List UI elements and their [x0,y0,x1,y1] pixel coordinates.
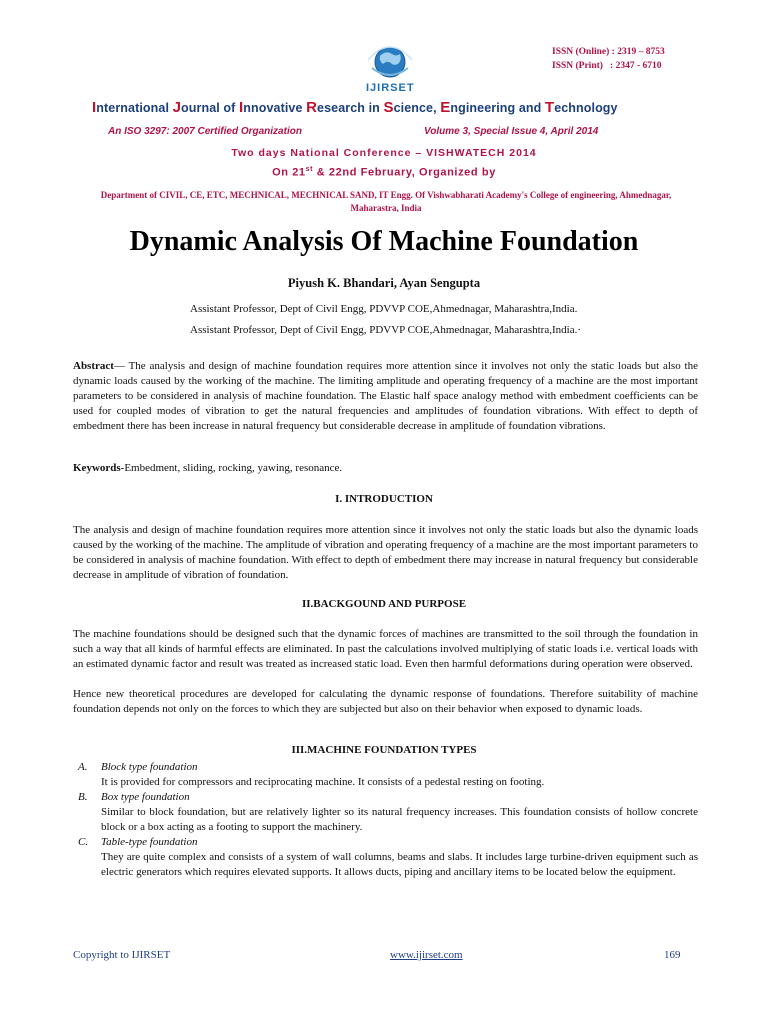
date-pre: On 21 [272,166,306,179]
iso-certification: An ISO 3297: 2007 Certified Organization [108,126,302,137]
issn-online: ISSN (Online) : 2319 – 8753 [552,47,665,57]
journal-title-cap: R [306,99,318,116]
section-heading-background: II.BACKGOUND AND PURPOSE [301,598,467,610]
affiliation-2: Assistant Professor, Dept of Civil Engg, PDVVP COE,Ahmednagar, Maharashtra,India.· [190,324,581,336]
journal-title-rest: nternational [96,101,173,115]
background-paragraph-2: Hence new theoretical procedures are developed for calculating the dynamic response of foundations. Therefore suitability of machine foundation depends not only on the forces to which they are subjected but also on their behavior when exposed to dynamic loads. [73,688,698,715]
journal-title-rest: esearch in [317,101,384,115]
list-item [73,790,698,835]
list-item-letter: C. [78,836,89,848]
date-sup: st [305,166,314,173]
issn-print: ISSN (Print) : 2347 - 6710 [552,61,662,71]
paper-authors: Piyush K. Bhandari, Ayan Sengupta [287,276,481,290]
introduction-paragraph: The analysis and design of machine foundation requires more attention since it involves not only the static loads but also the dynamic loads caused by the working of the machine. The amplitude of vibration and operating frequency of a machine are the most important parameters to be considered in analysis of machine foundation. With effect to depth of embedment there may increase in natural frequency but considerable decrease in amplitude of vibration of foundation. [73,524,698,581]
date-post: & 22nd February, Organized by [313,166,496,179]
journal-title-cap: J [172,99,182,116]
conference-name: Two days National Conference – VISHWATECH 2014 [231,147,537,159]
journal-title-cap: I [239,99,244,116]
journal-title-rest: cience, [393,101,441,115]
section-heading-introduction: I. INTRODUCTION [335,493,433,505]
conference-date [0,166,768,179]
list-item-letter: B. [78,791,88,803]
keywords-text: -Embedment, sliding, rocking, yawing, resonance. [120,462,343,474]
logo-text: IJIRSET [366,82,415,94]
background-paragraph-1: The machine foundations should be designed such that the dynamic forces of machines are transmitted to the soil through the foundation in such a way that all kinds of harmful effects are eliminated. In past the calculations involved multiplying of static loads i.e. vertical loads with an estimated dynamic factor and result was treated as increased static load. Even then harmful deformations during operation were observed. [73,628,698,670]
affiliation-1: Assistant Professor, Dept of Civil Engg, PDVVP COE,Ahmednagar, Maharashtra,India. [190,303,578,315]
journal-title-rest: ournal of [181,101,239,115]
list-item-description: It is provided for compressors and reciprocating machine. It consists of a pedestal resting on footing. [101,776,545,788]
journal-title-rest: ngineering and [450,101,545,115]
list-item-name: Box type foundation [101,791,190,803]
footer-copyright: Copyright to IJIRSET [73,949,171,961]
list-item-letter: A. [78,761,88,773]
keywords-label: Keywords [73,462,121,474]
journal-title-cap: I [92,99,97,116]
abstract [73,359,698,434]
paper-title: Dynamic Analysis Of Machine Foundation [129,226,639,257]
list-item [73,835,698,880]
abstract-label: Abstract [73,360,114,372]
journal-title-cap: S [383,99,394,116]
list-item-description: Similar to block foundation, but are relatively lighter so its natural frequency increases. This foundation consists of hollow concrete block or a box acting as a footing to support the machinery. [101,806,698,833]
list-item [73,760,698,790]
footer-website-link[interactable]: www.ijirset.com [390,949,463,961]
organizing-department: Department of CIVIL, CE, ETC, MECHNICAL, MECHNICAL SAND, IT Engg. Of Vishwabharati Academy's College of engineering, Ahmednagar, Maharastra, India [100,190,672,213]
journal-title-cap: E [440,99,451,116]
journal-title [92,99,692,116]
page-number: 169 [664,949,681,961]
volume-issue: Volume 3, Special Issue 4, April 2014 [424,126,599,137]
list-item-name: Table-type foundation [101,836,198,848]
journal-title-rest: nnovative [243,101,307,115]
abstract-text: — The analysis and design of machine foundation requires more attention since it involves not only the static loads but also the dynamic loads caused by the working of the machine. The limiting amplitude and operating frequency of a machine are the most important parameters to be considered in analysis of machine foundation. The Elastic half space analogy method with embedment coefficients can be used for coupled modes of vibration to get the natural frequencies and amplitudes of foundation vibrations. With effect to depth of embedment there has been increase in natural frequency but considerable decrease in amplitude of foundation vibrations. [73,360,698,432]
list-item-description: They are quite complex and consists of a system of wall columns, beams and slabs. It includes large turbine-driven equipment such as electric generators which requires elevated supports. It allows ducts, piping and ancillary items to be located below the equipment. [101,851,698,878]
journal-title-cap: T [544,99,555,116]
list-item-name: Block type foundation [101,761,198,773]
keywords [73,461,698,476]
journal-title-rest: echnology [554,101,618,115]
section-heading-foundation-types: III.MACHINE FOUNDATION TYPES [291,744,477,756]
foundation-types-list [73,760,698,880]
